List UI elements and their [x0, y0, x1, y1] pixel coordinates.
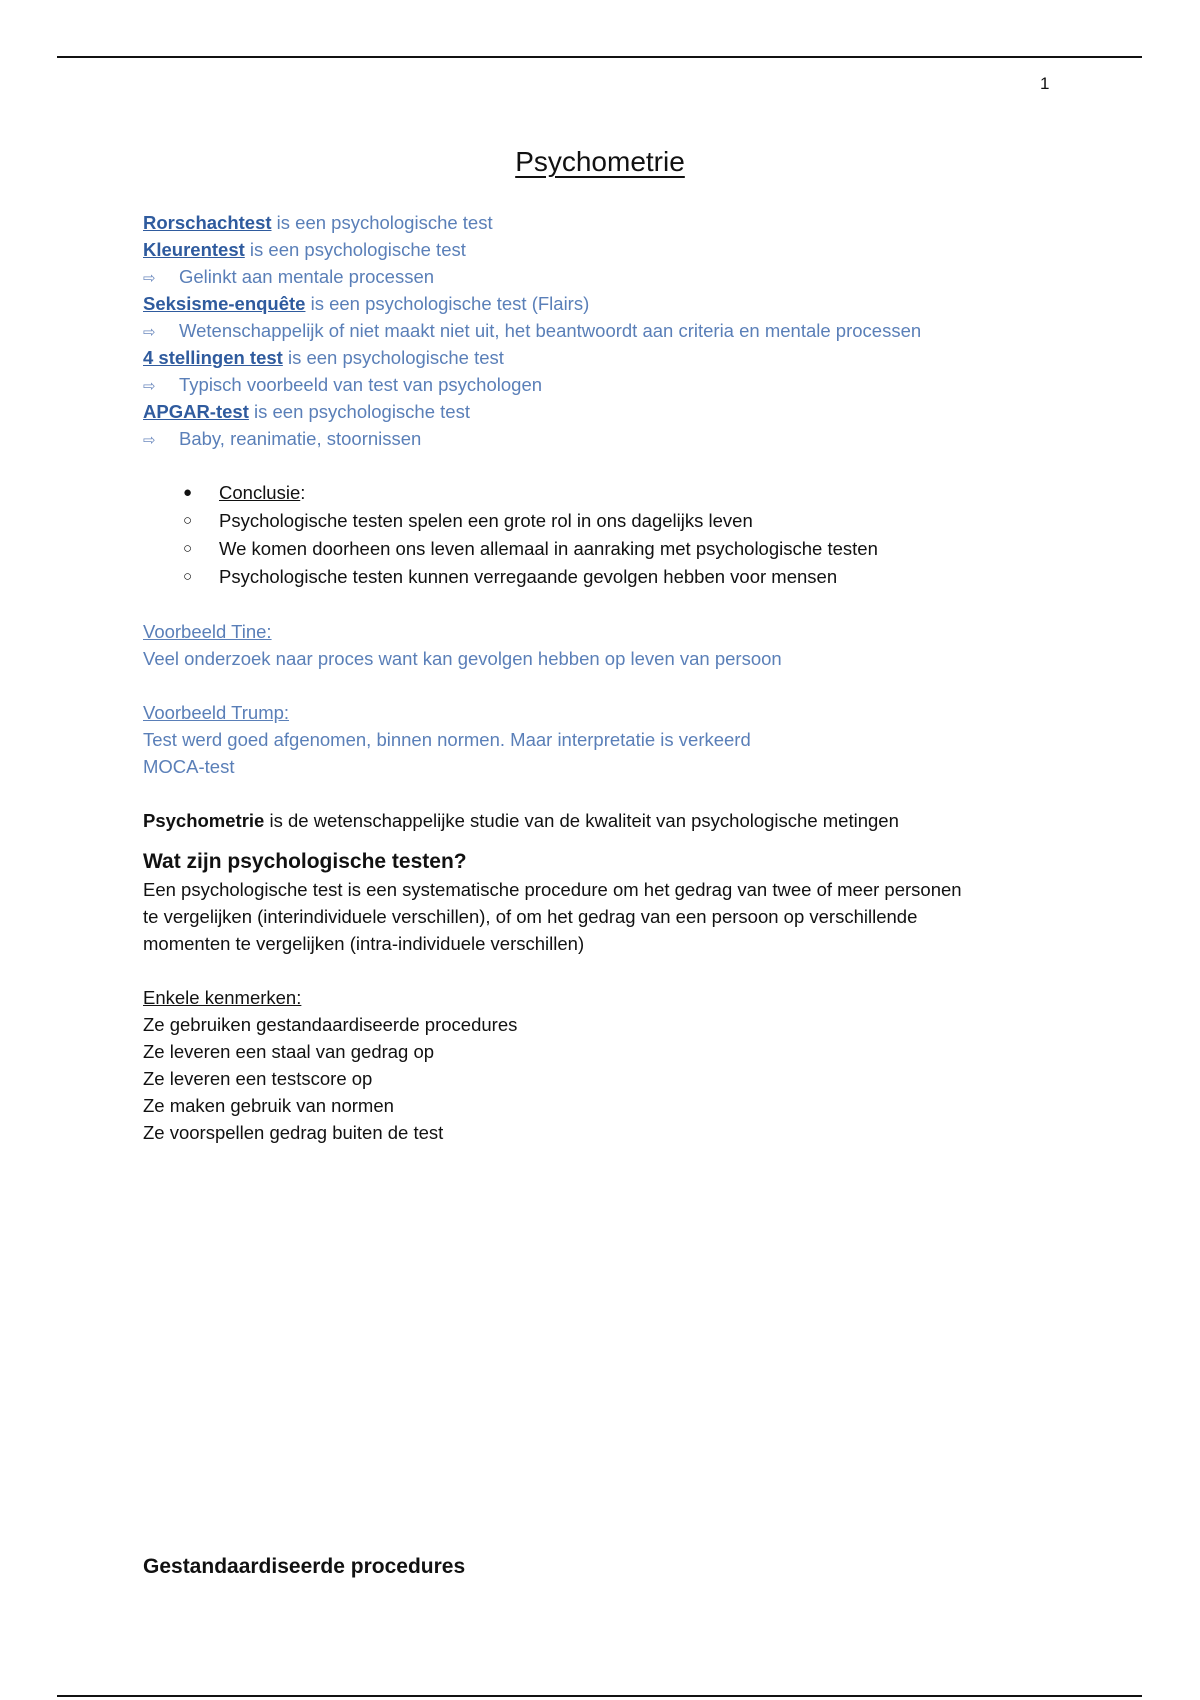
- feature-item: Ze gebruiken gestandaardiseerde procedures: [143, 1014, 518, 1035]
- conclusion-point-text: We komen doorheen ons leven allemaal in aanraking met psychologische testen: [219, 538, 878, 559]
- features-label: Enkele kenmerken:: [143, 987, 302, 1008]
- test-term: 4 stellingen test: [143, 347, 283, 368]
- header-rule: [57, 56, 1142, 58]
- example-trump-label: Voorbeeld Trump:: [143, 702, 290, 723]
- arrow-note: [143, 263, 1043, 290]
- section-paragraph-line: momenten te vergelijken (intra-individuele verschillen): [143, 933, 585, 954]
- bullet-circle-icon: ○: [183, 568, 193, 585]
- bullet-dot-icon: ●: [183, 484, 193, 501]
- section-heading: Wat zijn psychologische testen?: [143, 850, 467, 873]
- test-description: is een psychologische test: [244, 239, 466, 260]
- test-term: Kleurentest: [143, 239, 245, 260]
- example-tine-text: Veel onderzoek naar proces want kan gevolgen hebben op leven van persoon: [143, 648, 782, 669]
- spacer: [143, 834, 1043, 848]
- conclusion-colon: :: [300, 482, 306, 503]
- feature-item: Ze leveren een staal van gedrag op: [143, 1041, 435, 1062]
- conclusion-point-text: Psychologische testen spelen een grote rol in ons dagelijks leven: [219, 510, 753, 531]
- page-title-text: Psychometrie: [515, 146, 685, 177]
- feature-item: Ze voorspellen gedrag buiten de test: [143, 1122, 444, 1143]
- arrow-note: [143, 371, 1043, 398]
- test-description: is een psychologische test: [282, 347, 504, 368]
- spacer: [143, 672, 1043, 699]
- test-line: [143, 236, 1043, 263]
- test-term: Seksisme-enquête: [143, 293, 306, 314]
- example-trump-text: Test werd goed afgenomen, binnen normen. Maar interpretatie is verkeerd: [143, 729, 751, 750]
- test-line: [143, 209, 1043, 236]
- spacer: [143, 780, 1043, 807]
- section-heading-standardized: Gestandaardiseerde procedures: [143, 1555, 466, 1578]
- document-body: [143, 209, 1043, 1146]
- spacer: [143, 452, 1043, 479]
- section-paragraph-line: te vergelijken (interindividuele verschillen), of om het gedrag van een persoon op verschillende: [143, 906, 918, 927]
- test-line: [143, 398, 1043, 425]
- page-number: 1: [1040, 74, 1050, 93]
- test-description: is een psychologische test: [248, 401, 470, 422]
- arrow-icon: ⇨: [143, 432, 156, 449]
- test-line: [143, 290, 1043, 317]
- arrow-note-text: Baby, reanimatie, stoornissen: [179, 428, 422, 449]
- feature-item: Ze leveren een testscore op: [143, 1068, 373, 1089]
- feature-item: Ze maken gebruik van normen: [143, 1095, 394, 1116]
- example-trump-text-2: MOCA-test: [143, 756, 235, 777]
- conclusion-point: [183, 535, 1043, 563]
- conclusion-label: Conclusie: [219, 482, 301, 503]
- arrow-note-text: Gelinkt aan mentale processen: [179, 266, 435, 287]
- arrow-icon: ⇨: [143, 324, 156, 341]
- definition: [143, 807, 1043, 834]
- arrow-note: [143, 425, 1043, 452]
- section-paragraph-line: Een psychologische test is een systematische procedure om het gedrag van twee of meer personen: [143, 879, 962, 900]
- conclusion-point: [183, 507, 1043, 535]
- arrow-icon: ⇨: [143, 270, 156, 287]
- bullet-circle-icon: ○: [183, 512, 193, 529]
- test-description: is een psychologische test (Flairs): [305, 293, 590, 314]
- conclusion-point-text: Psychologische testen kunnen verregaande gevolgen hebben voor mensen: [219, 566, 838, 587]
- conclusion-point: [183, 563, 1043, 591]
- test-term: Rorschachtest: [143, 212, 272, 233]
- arrow-note-text: Typisch voorbeeld van test van psychologen: [179, 374, 543, 395]
- definition-text: is de wetenschappelijke studie van de kwaliteit van psychologische metingen: [264, 810, 899, 831]
- definition-term: Psychometrie: [143, 810, 265, 831]
- arrow-icon: ⇨: [143, 378, 156, 395]
- example-tine-label: Voorbeeld Tine:: [143, 621, 272, 642]
- conclusion-heading: [183, 479, 1043, 507]
- spacer: [143, 957, 1043, 984]
- test-line: [143, 344, 1043, 371]
- bullet-circle-icon: ○: [183, 540, 193, 557]
- test-description: is een psychologische test: [271, 212, 493, 233]
- footer-rule: [57, 1695, 1142, 1697]
- test-term: APGAR-test: [143, 401, 249, 422]
- arrow-note: [143, 317, 1043, 344]
- page-title: [0, 146, 1200, 178]
- arrow-note-text: Wetenschappelijk of niet maakt niet uit, het beantwoordt aan criteria en mentale processen: [179, 320, 922, 341]
- spacer: [143, 591, 1043, 618]
